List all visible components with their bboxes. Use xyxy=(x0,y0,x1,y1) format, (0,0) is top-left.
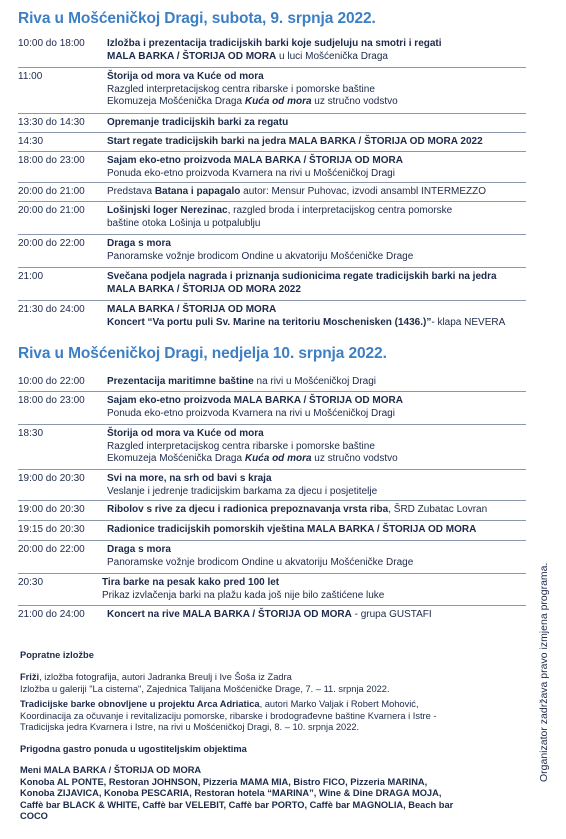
event-time: 13:30 do 14:30 xyxy=(18,117,85,128)
text-segment: Ekomuzeja Mošćenička Draga xyxy=(107,453,245,464)
text-segment: Štorija od mora va Kuće od mora xyxy=(107,71,264,82)
text-line xyxy=(107,473,542,486)
event-time: 21:00 do 24:00 xyxy=(18,609,85,620)
text-line xyxy=(107,271,542,284)
event-time: 20:00 do 21:00 xyxy=(18,186,85,197)
organizer-side-note: Organizator zadržava pravo izmjena programa. xyxy=(538,562,550,782)
row-divider xyxy=(18,267,526,268)
text-line xyxy=(107,317,542,330)
text-segment: Kuća od mora xyxy=(244,453,312,464)
event-description xyxy=(107,395,542,420)
row-divider xyxy=(18,151,526,152)
text-segment: Draga s mora xyxy=(107,544,171,555)
gastro-list xyxy=(20,765,520,823)
text-line xyxy=(107,155,542,168)
event-description xyxy=(107,205,542,230)
text-segment: Prikaz izvlačenja barki na plažu kada još nije bilo zaštićene luke xyxy=(102,589,385,601)
exhibit-frizi xyxy=(20,672,520,695)
event-time: 19:00 do 20:30 xyxy=(18,473,85,484)
row-divider xyxy=(18,573,526,574)
text-segment: na rivi u Mošćeničkoj Dragi xyxy=(253,376,376,387)
text-line xyxy=(20,711,520,723)
text-line xyxy=(20,800,520,812)
text-segment: Izložba i prezentacija tradicijskih barki koje sudjeluju na smotri i regati xyxy=(107,38,442,49)
text-segment: MALA BARKA / ŠTORIJA OD MORA xyxy=(107,304,277,315)
event-time: 14:30 xyxy=(18,136,44,147)
event-time: 20:00 do 22:00 xyxy=(18,238,85,249)
text-segment: Koncert “Va portu puli Sv. Marine na teritoriu Moschenisken (1436.)” xyxy=(107,316,432,328)
event-description xyxy=(107,473,542,498)
text-segment: Štorija od mora va Kuće od mora xyxy=(107,428,264,439)
text-line xyxy=(107,218,542,231)
text-segment: Tira barke na pesak kako pred 100 let xyxy=(102,577,280,588)
text-segment: , ŠRD Zubatac Lovran xyxy=(388,504,488,515)
text-line xyxy=(107,38,542,51)
text-line xyxy=(102,577,537,590)
row-divider xyxy=(18,300,526,301)
event-description xyxy=(107,238,542,263)
text-segment: Kuća od mora xyxy=(244,96,312,107)
text-segment: uz stručno vodstvo xyxy=(311,453,398,464)
text-segment: Panoramske vožnje brodicom Ondine u akvatoriju Mošćeničke Drage xyxy=(107,250,414,262)
event-description xyxy=(107,428,542,466)
event-description xyxy=(107,271,542,296)
row-divider xyxy=(18,520,526,521)
text-segment: Opremanje tradicijskih barki za regatu xyxy=(107,117,289,128)
text-segment: autor: Mensur Puhovac, izvodi ansambl INTERMEZZO xyxy=(240,186,487,197)
event-description xyxy=(107,71,542,109)
gastro-section xyxy=(20,744,520,756)
row-divider xyxy=(18,201,526,202)
text-line xyxy=(107,428,542,441)
event-description xyxy=(107,504,542,517)
text-line xyxy=(107,376,542,389)
event-time: 19:00 do 20:30 xyxy=(18,504,85,515)
text-line xyxy=(107,186,542,199)
event-description xyxy=(107,376,542,389)
gastro-heading: Prigodna gastro ponuda u ugostiteljskim objektima xyxy=(20,744,247,754)
text-segment: Panoramske vožnje brodicom Ondine u akvatoriju Mošćeničke Drage xyxy=(107,556,414,568)
event-time: 21:00 xyxy=(18,271,44,282)
day1-title: Riva u Mošćeničkoj Dragi, subota, 9. srpnja 2022. xyxy=(18,10,376,27)
text-segment: Razgled interpretacijskog centra ribarske i pomorske baštine xyxy=(107,440,375,452)
text-line xyxy=(107,441,542,454)
text-line xyxy=(107,205,542,218)
text-segment: Caffè bar BLACK & WHITE, Caffè bar VELEBIT, Caffè bar PORTO, Caffè bar MAGNOLIA, Beach bar xyxy=(20,799,454,810)
row-divider xyxy=(18,605,526,606)
text-line xyxy=(107,557,542,570)
text-line xyxy=(20,777,520,789)
event-time: 18:00 do 23:00 xyxy=(18,155,85,166)
text-line xyxy=(107,96,542,109)
text-line xyxy=(107,395,542,408)
row-divider xyxy=(18,424,526,425)
event-time: 20:30 xyxy=(18,577,44,588)
text-segment: Sajam eko-etno proizvoda MALA BARKA / ŠTORIJA OD MORA xyxy=(107,395,403,406)
text-segment: Ponuda eko-etno proizvoda Kvarnera na rivi u Mošćeničkoj Dragi xyxy=(107,167,395,179)
event-description xyxy=(107,544,542,569)
text-segment: Start regate tradicijskih barki na jedra MALA BARKA / ŠTORIJA OD MORA 2022 xyxy=(107,136,483,147)
text-line xyxy=(20,722,520,734)
event-description xyxy=(107,155,542,180)
text-line xyxy=(107,136,542,149)
text-segment: - klapa NEVERA xyxy=(431,316,506,328)
day2-title: Riva u Mošćeničkoj Dragi, nedjelja 10. srpnja 2022. xyxy=(18,345,387,362)
text-segment: Predstava xyxy=(107,186,155,197)
row-divider xyxy=(18,234,526,235)
text-segment: , razgled broda i interpretacijskog centra pomorske xyxy=(227,205,453,216)
text-segment: Ribolov s rive za djecu i radionica prepoznavanja vrsta riba xyxy=(107,504,389,515)
row-divider xyxy=(18,391,526,392)
text-segment: Lošinjski loger Nerezinac xyxy=(107,205,228,216)
exhibit-arca-adriatica xyxy=(20,699,520,734)
text-line xyxy=(107,524,542,537)
text-segment: u luci Mošćenička Draga xyxy=(276,50,388,62)
event-description xyxy=(107,304,542,329)
text-segment: Svečana podjela nagrada i priznanja sudionicima regate tradicijskih barki na jedra xyxy=(107,271,497,282)
event-description xyxy=(107,609,542,622)
text-segment: Razgled interpretacijskog centra ribarske i pomorske baštine xyxy=(107,83,375,95)
text-segment: Konoba ZIJAVICA, Konoba PESCARIA, Restoran hotela “MARINA”, Wine & Dine DRAGA MOJA, xyxy=(20,788,442,799)
text-segment: Izložba u galeriji "La cisterna", Zajednica Talijana Mošćeničke Drage, 7. – 11. srpnja 2022. xyxy=(20,683,390,694)
text-segment: Tradicijska jedra Kvarnera i Istre, na rivi u Mošćeničkoj Dragi, 8. – 10. srpnja 2022. xyxy=(20,722,360,733)
event-description xyxy=(107,136,542,149)
text-line xyxy=(107,453,542,466)
text-segment: Svi na more, na srh od bavi s kraja xyxy=(107,473,272,484)
text-segment: Konoba AL PONTE, Restoran JOHNSON, Pizzeria MAMA MIA, Bistro FICO, Pizzeria MARINA, xyxy=(20,776,428,787)
event-time: 10:00 do 22:00 xyxy=(18,376,85,387)
event-description xyxy=(102,577,537,602)
text-segment: Tradicijske barke obnovljene u projektu Arca Adriatica xyxy=(20,699,260,709)
row-divider xyxy=(18,67,526,68)
text-segment: , izložba fotografija, autori Jadranka Breulj i Ive Šoša iz Zadra xyxy=(39,672,292,682)
text-line xyxy=(107,168,542,181)
row-divider xyxy=(18,132,526,133)
text-line xyxy=(102,590,537,603)
text-line xyxy=(107,84,542,97)
text-segment: Ponuda eko-etno proizvoda Kvarnera na rivi u Mošćeničkoj Dragi xyxy=(107,407,395,419)
text-line xyxy=(107,609,542,622)
event-time: 20:00 do 22:00 xyxy=(18,544,85,555)
text-segment: Radionice tradicijskih pomorskih vještina MALA BARKA / ŠTORIJA OD MORA xyxy=(107,524,477,535)
event-time: 21:30 do 24:00 xyxy=(18,304,85,315)
text-segment: baštine otoka Lošinja u potpalublju xyxy=(107,217,261,229)
event-time: 11:00 xyxy=(18,71,43,82)
exhibitions-heading: Popratne izložbe xyxy=(20,650,94,660)
text-segment: Friži xyxy=(20,672,40,682)
text-line xyxy=(107,284,542,297)
text-segment: Koordinacija za očuvanje i revitalizaciju pomorske, ribarske i brodograđevne baštine Kvarnera i Istre - xyxy=(20,710,437,721)
event-description xyxy=(107,186,542,199)
text-segment: Draga s mora xyxy=(107,238,171,249)
text-segment: Ekomuzeja Mošćenička Draga xyxy=(107,96,245,107)
text-line xyxy=(107,486,542,499)
text-segment: Sajam eko-etno proizvoda MALA BARKA / ŠTORIJA OD MORA xyxy=(107,155,403,166)
row-divider xyxy=(18,540,526,541)
text-segment: MALA BARKA / ŠTORIJA OD MORA 2022 xyxy=(107,283,301,295)
text-line xyxy=(107,504,542,517)
text-segment: Koncert na rive MALA BARKA / ŠTORIJA OD MORA xyxy=(107,609,352,620)
text-line xyxy=(107,251,542,264)
text-line xyxy=(20,684,520,696)
text-segment: Batana i papagalo xyxy=(154,186,241,197)
text-line xyxy=(20,672,520,684)
text-line xyxy=(107,117,542,130)
event-time: 18:30 xyxy=(18,428,44,439)
text-line xyxy=(107,408,542,421)
row-divider xyxy=(18,500,526,501)
text-line xyxy=(107,71,542,84)
text-segment: Veslanje i jedrenje tradicijskim barkama za djecu i posjetitelje xyxy=(107,485,378,497)
event-description xyxy=(107,117,542,130)
row-divider xyxy=(18,113,526,114)
text-segment: MALA BARKA / ŠTORIJA OD MORA xyxy=(107,50,277,62)
text-line xyxy=(107,544,542,557)
event-description xyxy=(107,524,542,537)
exhibitions-section xyxy=(20,650,520,662)
row-divider xyxy=(18,469,526,470)
text-segment: uz stručno vodstvo xyxy=(311,96,398,107)
event-time: 18:00 do 23:00 xyxy=(18,395,85,406)
text-line xyxy=(20,788,520,800)
text-line xyxy=(107,238,542,251)
event-time: 20:00 do 21:00 xyxy=(18,205,85,216)
text-segment: - grupa GUSTAFI xyxy=(351,609,432,620)
text-line xyxy=(20,811,520,823)
event-time: 19:15 do 20:30 xyxy=(18,524,85,535)
event-time: 10:00 do 18:00 xyxy=(18,38,85,49)
text-segment: , autori Marko Valjak i Robert Mohović, xyxy=(259,699,419,709)
event-description xyxy=(107,38,542,63)
text-segment: COCO xyxy=(20,811,48,822)
text-segment: Meni MALA BARKA / ŠTORIJA OD MORA xyxy=(20,765,202,775)
text-line xyxy=(107,51,542,64)
row-divider xyxy=(18,182,526,183)
text-segment: Prezentacija maritimne baštine xyxy=(107,376,254,387)
text-line xyxy=(20,765,520,777)
text-line xyxy=(20,699,520,711)
text-line xyxy=(107,304,542,317)
